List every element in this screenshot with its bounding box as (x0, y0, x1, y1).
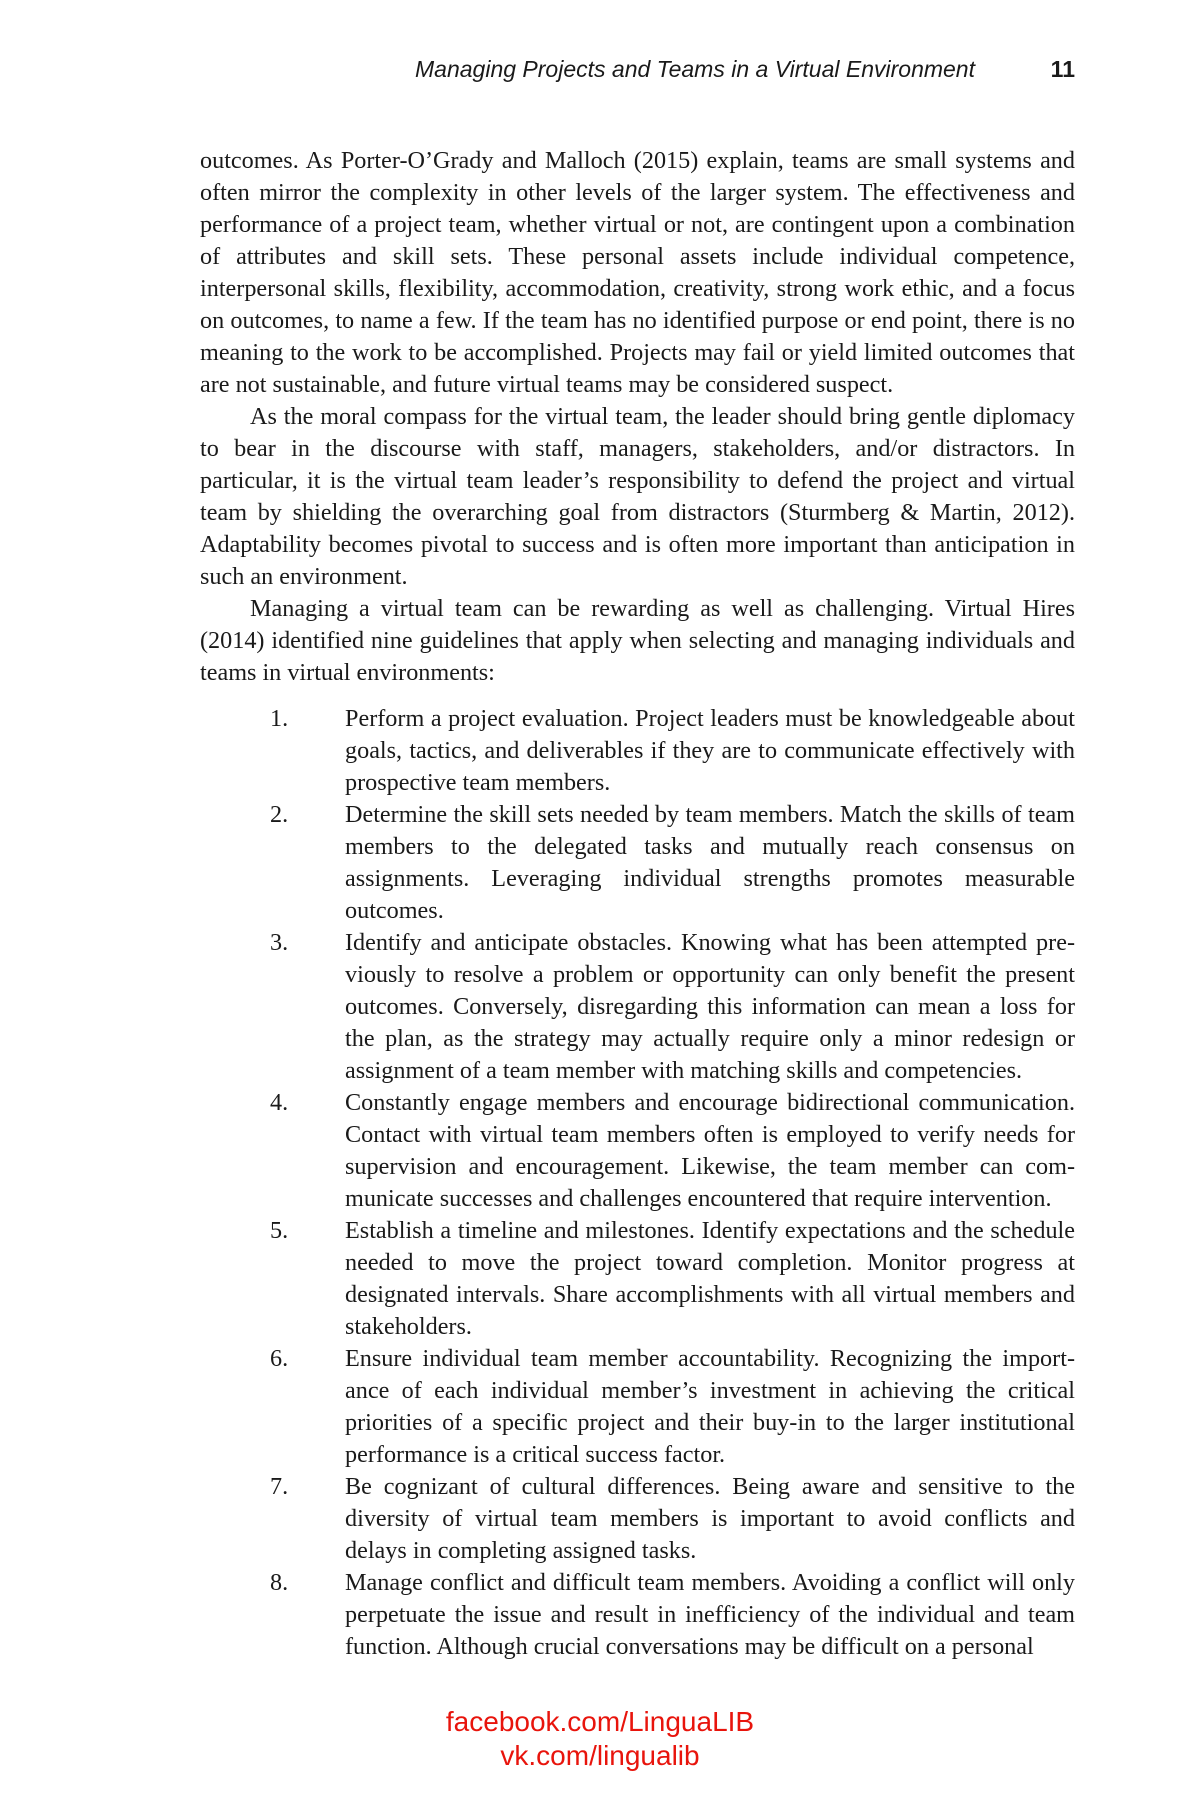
item-number: 4. (270, 1089, 289, 1116)
list-item (200, 1087, 1075, 1215)
list-item (200, 799, 1075, 927)
list-item (200, 1471, 1075, 1567)
item-number: 6. (270, 1345, 289, 1372)
paragraph: outcomes. As Porter-O’Grady and Malloch (2015) explain, teams are small systems and often mirror the complexity in other levels of the larger system. The effectiveness and performance of a project team, whether virtual or not, are contingent upon a combination of attributes and skill sets. These personal assets include individual competence, interpersonal skills, flexibility, accommodation, creativity, strong work ethic, and a focus on outcomes, to name a few. If the team has no identified purpose or end point, there is no meaning to the work to be accomplished. Projects may fail or yield limited outcomes that are not sustainable, and future virtual teams may be considered suspect. (200, 147, 1075, 398)
list-item (200, 1215, 1075, 1343)
paragraph: Managing a virtual team can be rewarding as well as challenging. Virtual Hires (2014) identified nine guidelines that apply when selecting and managing individuals and teams in virtual environments: (200, 595, 1075, 686)
watermark (0, 1705, 1200, 1773)
item-number: 2. (270, 801, 289, 828)
watermark-vk-link[interactable]: vk.com/lingualib (500, 1740, 700, 1771)
watermark-facebook-link[interactable]: facebook.com/LinguaLIB (445, 1706, 755, 1737)
item-number: 7. (270, 1473, 289, 1500)
guideline-list (200, 703, 1075, 1663)
item-text: Determine the skill sets needed by team members. Match the skills of team members to the delegated tasks and mutually reach consensus on assignments. Leveraging individual strengths promotes measurable outcomes. (345, 801, 1075, 924)
item-text: Perform a project evaluation. Project leaders must be knowledgeable about goals, tactics, and deliverables if they are to communicate effectively with prospective team members. (345, 705, 1075, 796)
paragraph: As the moral compass for the virtual team, the leader should bring gentle diplomacy to bear in the discourse with staff, managers, stakeholders, and/or distractors. In particular, it is the virtual team leader’s responsibility to defend the project and virtual team by shielding the overarching goal from distractors (Sturmberg & Martin, 2012). Adaptability becomes pivotal to success and is often more important than anticipation in such an environment. (200, 403, 1075, 590)
page-number: 11 (1050, 56, 1075, 82)
list-item (200, 1343, 1075, 1471)
item-number: 3. (270, 929, 289, 956)
item-text: Be cognizant of cultural differences. Being aware and sensitive to the diversity of virtual team members is important to avoid conflicts and delays in completing assigned tasks. (345, 1473, 1075, 1564)
running-head (200, 56, 1075, 88)
list-item (200, 703, 1075, 799)
item-text: Manage conflict and difficult team members. Avoiding a conflict will only perpetuate the issue and result in inefficiency of the individual and team function. Although crucial conversations may be difficult on a personal (345, 1569, 1075, 1660)
item-number: 1. (270, 705, 289, 732)
item-text: Ensure individual team member accountability. Recognizing the importance of each individual member’s investment in achieving the critical priorities of a specific project and their buy-in to the larger institutional performance is a critical success factor. (345, 1345, 1075, 1468)
running-title: Managing Projects and Teams in a Virtual Environment (415, 56, 975, 82)
item-text: Constantly engage members and encourage bidirectional communication. Contact with virtual team members often is employed to verify needs for supervision and encouragement. Likewise, the team member can communicate successes and challenges encountered that require intervention. (345, 1089, 1075, 1212)
item-number: 5. (270, 1217, 289, 1244)
body-text (200, 145, 1075, 1663)
list-item (200, 1567, 1075, 1663)
item-text: Identify and anticipate obstacles. Knowing what has been attempted previously to resolve a problem or opportunity can only benefit the present outcomes. Conversely, disregarding this information can mean a loss for the plan, as the strategy may actually require only a minor redesign or assignment of a team member with matching skills and competencies. (345, 929, 1075, 1084)
item-number: 8. (270, 1569, 289, 1596)
item-text: Establish a timeline and milestones. Identify expectations and the schedule needed to move the project toward completion. Monitor progress at designated intervals. Share accomplishments with all virtual members and stakeholders. (345, 1217, 1075, 1340)
list-item (200, 927, 1075, 1087)
